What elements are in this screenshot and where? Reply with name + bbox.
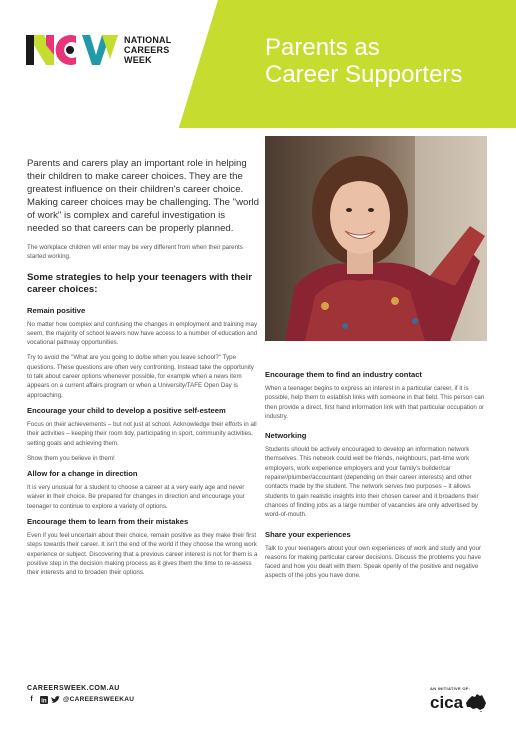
section-paragraph: Show them you believe in them! — [27, 454, 115, 462]
section-paragraph: Even if you feel uncertain about their choice, remain positive as they make their first steps towards their career. It isn't the end of the world if they choose the wrong work experience or subject. Discovering that a previous career interest is not for them is a positive step in the decision making process as it gives them the time to re-assess their interests and to broaden their options. — [27, 532, 258, 577]
partner-logo — [430, 686, 490, 713]
linkedin-icon[interactable] — [39, 695, 48, 704]
cica-logo — [430, 693, 490, 713]
title-line: Career Supporters — [265, 61, 463, 88]
section-heading: Encourage them to learn from their mistakes — [27, 517, 189, 527]
ncw-logo — [26, 33, 171, 67]
social-links — [27, 695, 134, 704]
website-link[interactable]: CAREERSWEEK.COM.AU — [27, 685, 120, 692]
section-heading: Networking — [265, 431, 307, 441]
strategies-heading: Some strategies to help your teenagers with their career choices: — [27, 271, 252, 296]
section-heading: Encourage them to find an industry contact — [265, 370, 422, 379]
social-handle[interactable]: @CAREERSWEEKAU — [63, 696, 135, 703]
brand-line: WEEK — [124, 55, 152, 65]
brand-line: NATIONAL — [124, 35, 172, 45]
section-paragraph: No matter how complex and confusing the changes in employment and training may seem, the majority of school leavers now have access to a number of education and vocational pathway opportunities. — [27, 320, 258, 347]
page-title — [265, 34, 462, 88]
section-paragraph: Students should be actively encouraged to develop an information network themselves. This network could well be friends, neighbours, part-time work employers, work experience employers and your family's builder/car repairer/plumber/accountant (depending on their career interests) and other contacts made by the student. The network serves two purposes – it allows students to gain realistic insights into their chosen career and it broadens their chances of finding jobs as a large number of vacancies are only advertised by word-of-mouth. — [265, 446, 479, 519]
section-paragraph: Focus on their achievements – but not just at school. Acknowledge their efforts in all their activities – keeping their room tidy, participating in sport, community activities, setting goals and achieving them. — [27, 420, 257, 447]
section-paragraph: Try to avoid the "What are you going to do/be when you leave school?" Type questions. These questions are often very confronting. Instead take the opportunity to talk about career options whenever possible, for example when a news item appears on a current affairs program or when a University/TAFE Open Day is approaching. — [27, 354, 254, 399]
section-heading: Encourage your child to develop a positive self-esteem — [27, 405, 226, 415]
ncw-logo-mark — [26, 33, 118, 67]
section-heading: Share your experiences — [265, 529, 351, 539]
right-column — [265, 370, 487, 587]
title-line: Parents as — [265, 34, 380, 61]
twitter-icon[interactable] — [51, 695, 60, 704]
section-heading: Allow for a change in direction — [27, 469, 138, 479]
section-paragraph: When a teenager begins to express an interest in a particular career, if it is possible, help them to establish links with someone in that field. This person can then provide a direct, first hand information link with that particular occupation or industry. — [265, 385, 485, 420]
brand-wordmark — [124, 35, 171, 65]
cica-wordmark: cica — [430, 693, 464, 712]
intro-note: The workplace children will enter may be very different from when their parents started working. — [27, 244, 243, 261]
section-paragraph: It is very unusual for a student to choose a career at a very early age and never waiver in their choice. Be prepared for changes in direction and encourage your teenager to continue to explore a variety of options. — [27, 484, 245, 510]
section-heading: Remain positive — [27, 305, 86, 315]
section-paragraph: Talk to your teenagers about your own experiences of work and study and your reasons for making particular career decisions. Discuss the problems you have faced and how you dealt with them. Speak openly of the positive and negative aspects of the jobs you have done. — [265, 544, 481, 580]
intro-paragraph: Parents and carers play an important role in helping their children to make career choices. They are the greatest influence on their children's career choice. Making career choices may be challenging. The "world of work" is complex and careful investigation is needed so that careers can be properly planned. — [27, 158, 259, 234]
facebook-icon[interactable]: f — [30, 696, 33, 703]
left-column — [27, 157, 259, 584]
footer-contact — [27, 685, 134, 704]
svg-text:in: in — [40, 698, 47, 704]
photo-illustration — [265, 136, 487, 341]
initiative-label: AN INITIATIVE OF: — [430, 686, 471, 691]
brand-line: CAREERS — [124, 45, 170, 55]
australia-map-icon — [465, 694, 487, 712]
header-banner — [0, 0, 516, 128]
smiling-woman-photo — [265, 136, 487, 341]
